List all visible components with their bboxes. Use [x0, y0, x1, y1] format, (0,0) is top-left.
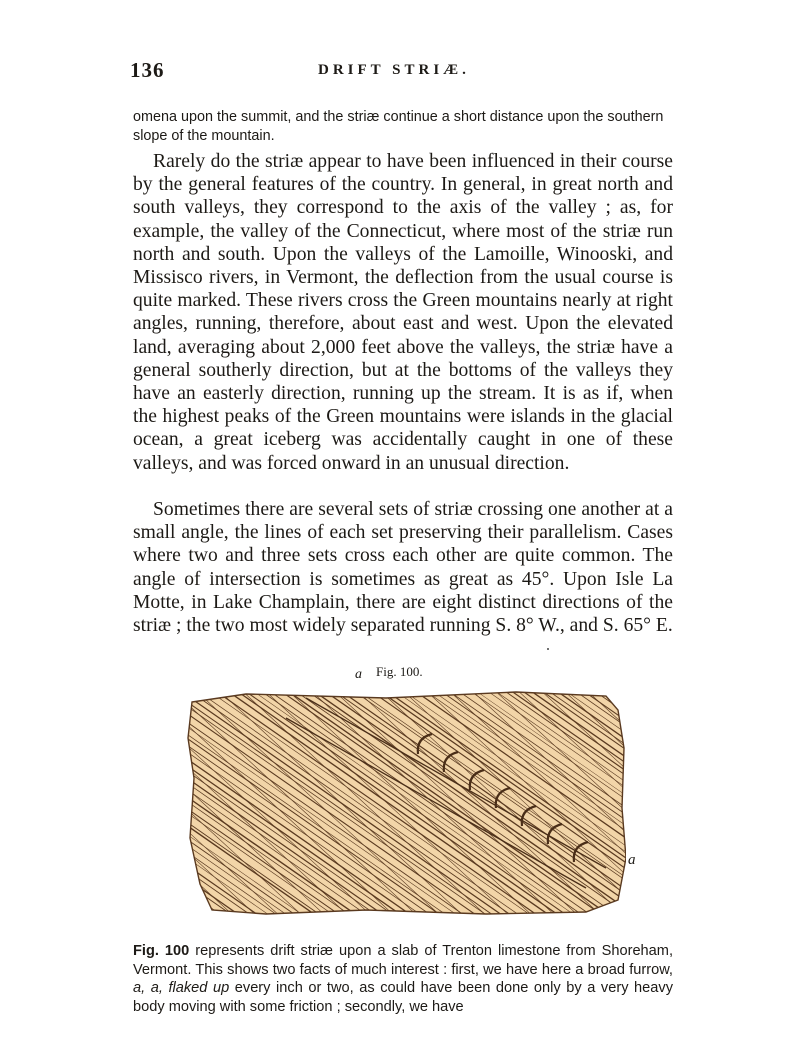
body-paragraph-2: Sometimes there are several sets of striæ crossing one another at a small angle, the lines of each set preserving their parallelism. Cases where two and three sets cross each other are quite common. The angle of intersection is sometimes as great as 45°. Upon Isle La Motte, in Lake Champlain, there are eight distinct directions of the striæ ; the two most widely separated running S. 8° W., and S. 65° E. — [133, 499, 673, 637]
continued-paragraph: omena upon the summit, and the striæ continue a short distance upon the southern slope of the mountain. — [133, 109, 664, 144]
figure-caption — [133, 942, 673, 1016]
figure-marker-a-right: a — [628, 852, 636, 868]
figure-label: Fig. 100. — [376, 664, 423, 679]
caption-text-1: represents drift striæ upon a slab of Trenton limestone from Shoreham, Vermont. This shows two facts of much interest : first, we have here a broad furrow, — [133, 943, 674, 978]
caption-emphasis: a, a, flaked up — [133, 980, 230, 997]
caption-text-2: every inch or two, as could have been done only by a very heavy body moving with some friction ; secondly, we have — [133, 980, 674, 1015]
running-head: DRIFT STRIÆ. — [318, 62, 470, 78]
figure-marker-a-top: a — [355, 667, 362, 682]
caption-fig-ref: Fig. 100 — [133, 943, 190, 959]
body-paragraph-1: Rarely do the striæ appear to have been influenced in their course by the general features of the country. In general, in great north and south valleys, they correspond to the axis of the valley ; as, for example, the valley of the Connecticut, where most of the striæ run north and south. Upon the valleys of the Lamoille, Winooski, and Missisco rivers, in Vermont, the deflection from the usual course is quite marked. These rivers cross the Green mountains nearly at right angles, running, therefore, about east and west. Upon the elevated land, averaging about 2,000 feet above the valleys, the striæ have a general southerly direction, but at the bottoms of the valleys they have an easterly direction, running up the stream. It is as if, when the highest peaks of the Green mountains were islands in the glacial ocean, a great iceberg was accidentally caught in one of these valleys, and was forced onward in an unusual direction. — [133, 151, 673, 474]
striae-slab-illustration — [186, 688, 626, 918]
page-number: 136 — [130, 58, 165, 82]
ink-dot — [547, 648, 549, 650]
